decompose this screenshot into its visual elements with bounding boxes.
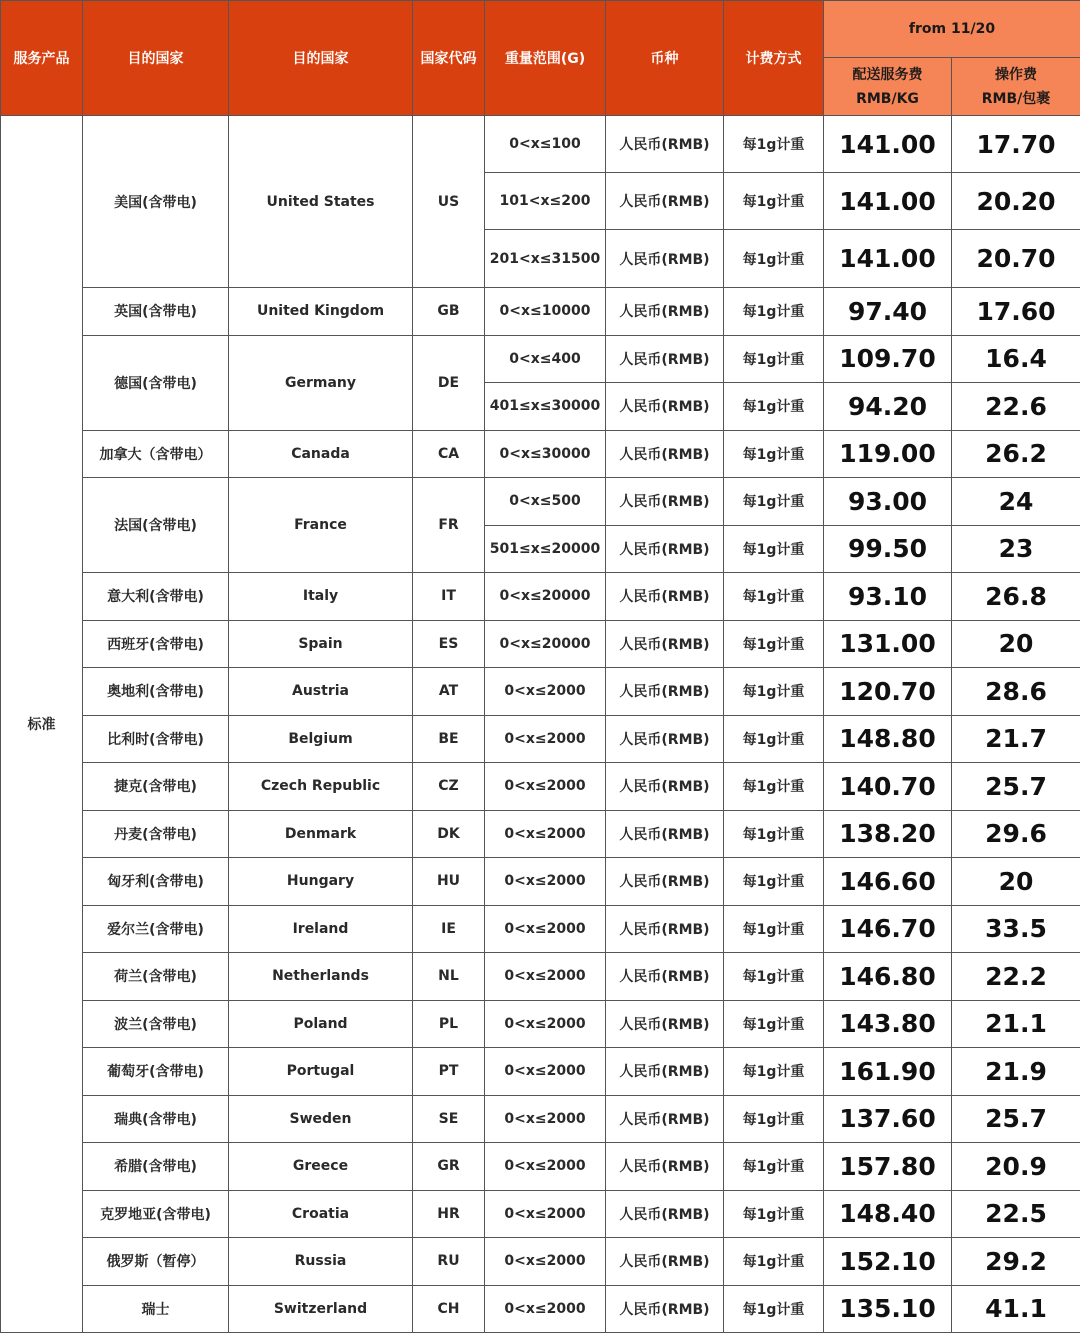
country-name-en: Greece — [229, 1143, 413, 1191]
country-name-cn: 俄罗斯（暂停） — [83, 1238, 229, 1286]
handling-fee: 25.7 — [952, 1095, 1080, 1143]
table-row — [1, 288, 1080, 336]
country-name-cn: 西班牙(含带电) — [83, 620, 229, 668]
country-code: BE — [413, 715, 485, 763]
billing-method: 每1g计重 — [724, 525, 824, 573]
country-name-en: Canada — [229, 430, 413, 478]
billing-method: 每1g计重 — [724, 905, 824, 953]
delivery-fee: 146.60 — [824, 858, 952, 906]
billing-method: 每1g计重 — [724, 1143, 824, 1191]
country-name-en: Poland — [229, 1000, 413, 1048]
country-code: US — [413, 116, 485, 288]
header-destination-en: 目的国家 — [229, 1, 413, 116]
country-name-en: Netherlands — [229, 953, 413, 1001]
table-row — [1, 905, 1080, 953]
country-name-cn: 丹麦(含带电) — [83, 810, 229, 858]
weight-range: 0<x≤500 — [485, 478, 606, 526]
currency: 人民币(RMB) — [606, 525, 724, 573]
country-code: IE — [413, 905, 485, 953]
currency: 人民币(RMB) — [606, 383, 724, 431]
handling-fee: 41.1 — [952, 1285, 1080, 1333]
weight-range: 0<x≤400 — [485, 335, 606, 383]
country-name-cn: 德国(含带电) — [83, 335, 229, 430]
weight-range: 0<x≤100 — [485, 116, 606, 173]
weight-range: 0<x≤2000 — [485, 810, 606, 858]
currency: 人民币(RMB) — [606, 1000, 724, 1048]
country-name-en: France — [229, 478, 413, 573]
country-name-en: Italy — [229, 573, 413, 621]
billing-method: 每1g计重 — [724, 383, 824, 431]
country-code: PT — [413, 1048, 485, 1096]
table-row — [1, 620, 1080, 668]
currency: 人民币(RMB) — [606, 1238, 724, 1286]
table-row — [1, 953, 1080, 1001]
weight-range: 0<x≤2000 — [485, 668, 606, 716]
billing-method: 每1g计重 — [724, 1190, 824, 1238]
handling-fee: 28.6 — [952, 668, 1080, 716]
table-row — [1, 763, 1080, 811]
currency: 人民币(RMB) — [606, 668, 724, 716]
country-name-cn: 瑞士 — [83, 1285, 229, 1333]
delivery-fee: 94.20 — [824, 383, 952, 431]
country-code: FR — [413, 478, 485, 573]
delivery-fee: 141.00 — [824, 230, 952, 288]
currency: 人民币(RMB) — [606, 478, 724, 526]
country-name-cn: 比利时(含带电) — [83, 715, 229, 763]
delivery-fee: 119.00 — [824, 430, 952, 478]
billing-method: 每1g计重 — [724, 478, 824, 526]
currency: 人民币(RMB) — [606, 116, 724, 173]
delivery-fee: 97.40 — [824, 288, 952, 336]
country-name-cn: 美国(含带电) — [83, 116, 229, 288]
weight-range: 0<x≤2000 — [485, 1048, 606, 1096]
handling-fee: 22.6 — [952, 383, 1080, 431]
delivery-fee: 140.70 — [824, 763, 952, 811]
weight-range: 0<x≤2000 — [485, 1143, 606, 1191]
delivery-fee: 148.40 — [824, 1190, 952, 1238]
country-name-en: Austria — [229, 668, 413, 716]
weight-range: 0<x≤10000 — [485, 288, 606, 336]
country-code: PL — [413, 1000, 485, 1048]
handling-fee: 20.70 — [952, 230, 1080, 288]
billing-method: 每1g计重 — [724, 1095, 824, 1143]
country-name-en: Croatia — [229, 1190, 413, 1238]
currency: 人民币(RMB) — [606, 905, 724, 953]
handling-fee: 21.1 — [952, 1000, 1080, 1048]
billing-method: 每1g计重 — [724, 620, 824, 668]
country-code: DE — [413, 335, 485, 430]
country-name-en: Ireland — [229, 905, 413, 953]
country-name-cn: 英国(含带电) — [83, 288, 229, 336]
product-cell: 标准 — [1, 116, 83, 1333]
weight-range: 0<x≤2000 — [485, 715, 606, 763]
currency: 人民币(RMB) — [606, 173, 724, 230]
delivery-fee: 143.80 — [824, 1000, 952, 1048]
weight-range: 101<x≤200 — [485, 173, 606, 230]
rate-table-body — [1, 116, 1080, 1333]
weight-range: 0<x≤2000 — [485, 1000, 606, 1048]
billing-method: 每1g计重 — [724, 1285, 824, 1333]
currency: 人民币(RMB) — [606, 230, 724, 288]
country-code: HR — [413, 1190, 485, 1238]
delivery-fee: 157.80 — [824, 1143, 952, 1191]
country-name-cn: 葡萄牙(含带电) — [83, 1048, 229, 1096]
handling-fee: 21.7 — [952, 715, 1080, 763]
table-row — [1, 1048, 1080, 1096]
header-handling-fee-unit: RMB/包裹 — [981, 90, 1051, 107]
table-row — [1, 1238, 1080, 1286]
country-name-cn: 希腊(含带电) — [83, 1143, 229, 1191]
handling-fee: 26.2 — [952, 430, 1080, 478]
currency: 人民币(RMB) — [606, 1143, 724, 1191]
table-row — [1, 1190, 1080, 1238]
table-row — [1, 430, 1080, 478]
billing-method: 每1g计重 — [724, 953, 824, 1001]
country-code: IT — [413, 573, 485, 621]
billing-method: 每1g计重 — [724, 763, 824, 811]
currency: 人民币(RMB) — [606, 288, 724, 336]
delivery-fee: 137.60 — [824, 1095, 952, 1143]
country-name-en: Germany — [229, 335, 413, 430]
weight-range: 501≤x≤20000 — [485, 525, 606, 573]
country-name-en: Russia — [229, 1238, 413, 1286]
header-delivery-fee — [824, 58, 952, 116]
table-row — [1, 810, 1080, 858]
weight-range: 0<x≤2000 — [485, 953, 606, 1001]
weight-range: 0<x≤20000 — [485, 620, 606, 668]
handling-fee: 21.9 — [952, 1048, 1080, 1096]
billing-method: 每1g计重 — [724, 430, 824, 478]
country-name-en: United Kingdom — [229, 288, 413, 336]
handling-fee: 23 — [952, 525, 1080, 573]
delivery-fee: 109.70 — [824, 335, 952, 383]
country-name-cn: 波兰(含带电) — [83, 1000, 229, 1048]
country-code: HU — [413, 858, 485, 906]
currency: 人民币(RMB) — [606, 430, 724, 478]
delivery-fee: 161.90 — [824, 1048, 952, 1096]
country-code: CZ — [413, 763, 485, 811]
country-name-en: Belgium — [229, 715, 413, 763]
country-name-cn: 法国(含带电) — [83, 478, 229, 573]
table-row — [1, 116, 1080, 173]
billing-method: 每1g计重 — [724, 116, 824, 173]
handling-fee: 24 — [952, 478, 1080, 526]
billing-method: 每1g计重 — [724, 173, 824, 230]
delivery-fee: 141.00 — [824, 173, 952, 230]
country-name-cn: 爱尔兰(含带电) — [83, 905, 229, 953]
country-code: GR — [413, 1143, 485, 1191]
handling-fee: 29.6 — [952, 810, 1080, 858]
header-currency: 币种 — [606, 1, 724, 116]
country-name-cn: 捷克(含带电) — [83, 763, 229, 811]
handling-fee: 16.4 — [952, 335, 1080, 383]
handling-fee: 20.20 — [952, 173, 1080, 230]
table-row — [1, 573, 1080, 621]
country-name-en: Spain — [229, 620, 413, 668]
table-row — [1, 668, 1080, 716]
weight-range: 0<x≤2000 — [485, 1190, 606, 1238]
billing-method: 每1g计重 — [724, 858, 824, 906]
handling-fee: 25.7 — [952, 763, 1080, 811]
currency: 人民币(RMB) — [606, 1285, 724, 1333]
header-delivery-fee-label: 配送服务费 — [852, 66, 923, 83]
country-code: CH — [413, 1285, 485, 1333]
weight-range: 0<x≤2000 — [485, 858, 606, 906]
weight-range: 401≤x≤30000 — [485, 383, 606, 431]
weight-range: 0<x≤2000 — [485, 1095, 606, 1143]
country-code: GB — [413, 288, 485, 336]
country-name-en: United States — [229, 116, 413, 288]
table-row — [1, 1095, 1080, 1143]
delivery-fee: 146.70 — [824, 905, 952, 953]
currency: 人民币(RMB) — [606, 763, 724, 811]
weight-range: 0<x≤30000 — [485, 430, 606, 478]
header-delivery-fee-unit: RMB/KG — [856, 90, 919, 107]
currency: 人民币(RMB) — [606, 1048, 724, 1096]
country-code: SE — [413, 1095, 485, 1143]
billing-method: 每1g计重 — [724, 715, 824, 763]
weight-range: 0<x≤2000 — [485, 1285, 606, 1333]
delivery-fee: 120.70 — [824, 668, 952, 716]
country-name-cn: 加拿大（含带电） — [83, 430, 229, 478]
handling-fee: 20 — [952, 858, 1080, 906]
table-row — [1, 1143, 1080, 1191]
billing-method: 每1g计重 — [724, 668, 824, 716]
currency: 人民币(RMB) — [606, 858, 724, 906]
handling-fee: 26.8 — [952, 573, 1080, 621]
billing-method: 每1g计重 — [724, 573, 824, 621]
delivery-fee: 131.00 — [824, 620, 952, 668]
billing-method: 每1g计重 — [724, 335, 824, 383]
billing-method: 每1g计重 — [724, 288, 824, 336]
currency: 人民币(RMB) — [606, 1095, 724, 1143]
billing-method: 每1g计重 — [724, 1000, 824, 1048]
weight-range: 201<x≤31500 — [485, 230, 606, 288]
billing-method: 每1g计重 — [724, 810, 824, 858]
country-code: NL — [413, 953, 485, 1001]
country-name-cn: 奥地利(含带电) — [83, 668, 229, 716]
handling-fee: 20.9 — [952, 1143, 1080, 1191]
country-name-en: Sweden — [229, 1095, 413, 1143]
weight-range: 0<x≤2000 — [485, 905, 606, 953]
country-name-cn: 瑞典(含带电) — [83, 1095, 229, 1143]
table-row — [1, 715, 1080, 763]
delivery-fee: 135.10 — [824, 1285, 952, 1333]
table-row — [1, 858, 1080, 906]
delivery-fee: 93.00 — [824, 478, 952, 526]
weight-range: 0<x≤20000 — [485, 573, 606, 621]
country-code: ES — [413, 620, 485, 668]
header-product: 服务产品 — [1, 1, 83, 116]
country-code: CA — [413, 430, 485, 478]
country-code: AT — [413, 668, 485, 716]
billing-method: 每1g计重 — [724, 230, 824, 288]
table-row — [1, 1285, 1080, 1333]
currency: 人民币(RMB) — [606, 620, 724, 668]
header-destination-cn: 目的国家 — [83, 1, 229, 116]
currency: 人民币(RMB) — [606, 573, 724, 621]
country-name-en: Switzerland — [229, 1285, 413, 1333]
handling-fee: 22.2 — [952, 953, 1080, 1001]
table-row — [1, 335, 1080, 383]
handling-fee: 17.60 — [952, 288, 1080, 336]
handling-fee: 17.70 — [952, 116, 1080, 173]
billing-method: 每1g计重 — [724, 1048, 824, 1096]
delivery-fee: 141.00 — [824, 116, 952, 173]
country-name-cn: 意大利(含带电) — [83, 573, 229, 621]
delivery-fee: 138.20 — [824, 810, 952, 858]
delivery-fee: 152.10 — [824, 1238, 952, 1286]
country-name-cn: 荷兰(含带电) — [83, 953, 229, 1001]
header-country-code: 国家代码 — [413, 1, 485, 116]
table-row — [1, 478, 1080, 526]
delivery-fee: 99.50 — [824, 525, 952, 573]
currency: 人民币(RMB) — [606, 953, 724, 1001]
country-name-en: Denmark — [229, 810, 413, 858]
country-code: RU — [413, 1238, 485, 1286]
country-name-cn: 匈牙利(含带电) — [83, 858, 229, 906]
country-name-en: Hungary — [229, 858, 413, 906]
country-name-en: Czech Republic — [229, 763, 413, 811]
billing-method: 每1g计重 — [724, 1238, 824, 1286]
handling-fee: 20 — [952, 620, 1080, 668]
weight-range: 0<x≤2000 — [485, 1238, 606, 1286]
header-billing-method: 计费方式 — [724, 1, 824, 116]
currency: 人民币(RMB) — [606, 715, 724, 763]
handling-fee: 29.2 — [952, 1238, 1080, 1286]
delivery-fee: 146.80 — [824, 953, 952, 1001]
country-name-cn: 克罗地亚(含带电) — [83, 1190, 229, 1238]
header-handling-fee-label: 操作费 — [995, 66, 1037, 83]
table-row — [1, 1000, 1080, 1048]
header-handling-fee — [952, 58, 1080, 116]
currency: 人民币(RMB) — [606, 1190, 724, 1238]
handling-fee: 22.5 — [952, 1190, 1080, 1238]
currency: 人民币(RMB) — [606, 335, 724, 383]
country-name-en: Portugal — [229, 1048, 413, 1096]
header-weight-range: 重量范围(G) — [485, 1, 606, 116]
weight-range: 0<x≤2000 — [485, 763, 606, 811]
delivery-fee: 93.10 — [824, 573, 952, 621]
country-code: DK — [413, 810, 485, 858]
handling-fee: 33.5 — [952, 905, 1080, 953]
header-effective-period: from 11/20 — [824, 1, 1080, 58]
currency: 人民币(RMB) — [606, 810, 724, 858]
delivery-fee: 148.80 — [824, 715, 952, 763]
